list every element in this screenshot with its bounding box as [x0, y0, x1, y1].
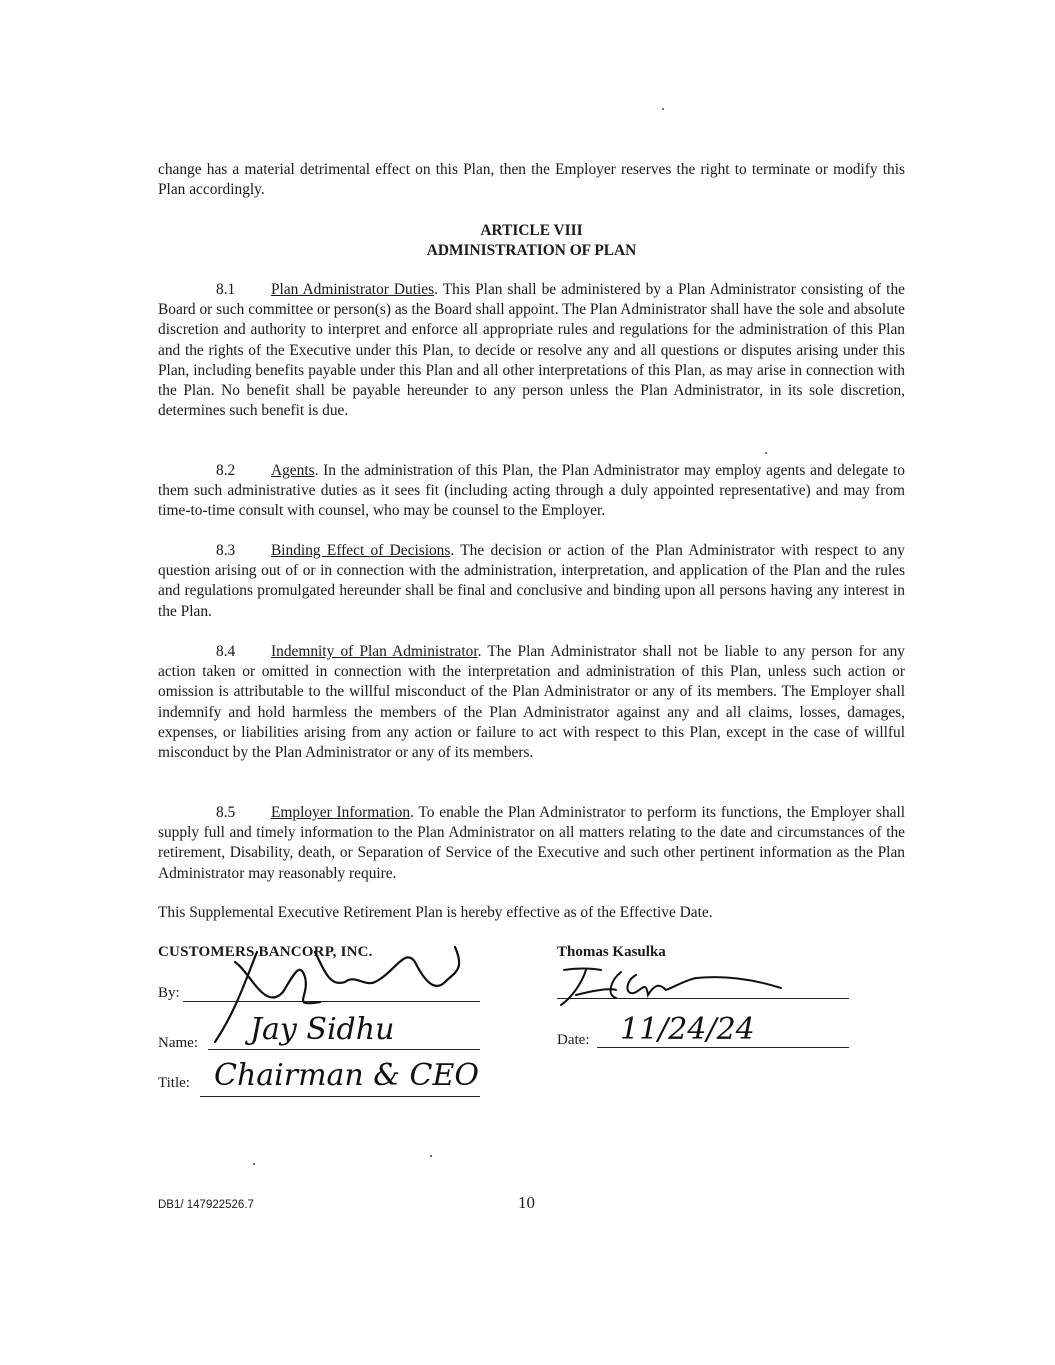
- company-name: CUSTOMERS BANCORP, INC.: [158, 944, 373, 960]
- section-text: The decision or action of the Plan Administrator with respect to any question arising out of or in connection with the administration, interpretation, and application of the Plan and the rules and regulations promulgated hereunder shall be final and conclusive and binding upon all persons having any interest in the Plan.: [158, 542, 905, 620]
- section-8-1: 8.1 Plan Administrator Duties. This Plan shall be administered by a Plan Administrator consisting of the Board or such committee or person(s) as the Board shall appoint. The Plan Administrator shall have the sole and absolute discretion and authority to interpret and enforce all appropriate rules and regulations for the administration of this Plan and the rights of the Executive under this Plan, to decide or resolve any and all questions or disputes arising under this Plan, including benefits payable under this Plan and all other interpretations of this Plan, as may arise in connection with the Plan. No benefit shall be payable hereunder to any person unless the Plan Administrator, in its sole discretion, determines such benefit is due.: [158, 281, 905, 420]
- intro-paragraph: change has a material detrimental effect on this Plan, then the Employer reserves the right to terminate or modify this Plan accordingly.: [158, 161, 905, 199]
- title-line: [200, 1096, 480, 1097]
- document-id: DB1/ 147922526.7: [158, 1199, 254, 1211]
- article-title: ADMINISTRATION OF PLAN: [426, 242, 637, 259]
- name-line: [208, 1049, 480, 1050]
- section-number: 8.2: [216, 462, 236, 479]
- scan-speck: [662, 108, 664, 110]
- section-heading: Binding Effect of Decisions: [271, 542, 451, 559]
- scan-speck: [430, 1155, 432, 1157]
- section-8-2: 8.2 Agents. In the administration of this Plan, the Plan Administrator may employ agents and delegate to them such administrative duties as it sees fit (including acting through a duly appointed representative) and may from time-to-time consult with counsel, who may be counsel to the Employer.: [158, 462, 905, 520]
- executive-name: Thomas Kasulka: [557, 944, 666, 960]
- date-line: [597, 1047, 849, 1048]
- date-label: Date:: [557, 1032, 590, 1048]
- section-heading: Employer Information: [271, 804, 411, 821]
- section-number: 8.1: [216, 281, 236, 298]
- by-label: By:: [158, 985, 180, 1001]
- name-label: Name:: [158, 1035, 198, 1051]
- section-number: 8.4: [216, 643, 236, 660]
- section-text: The Plan Administrator shall not be liable to any person for any action taken or omitted in connection with the interpretation and administration of this Plan, unless such action or omission is attributable to the willful misconduct of the Plan Administrator or any of its members. The Employer shall indemnify and hold harmless the members of the Plan Administrator against any and all claims, losses, damages, expenses, or liabilities arising from any action or failure to act with respect to this Plan, except in the case of willful misconduct by the Plan Administrator or any of its members.: [158, 643, 905, 762]
- effective-statement: This Supplemental Executive Retirement Plan is hereby effective as of the Effective Date.: [158, 904, 713, 921]
- section-8-5: 8.5 Employer Information. To enable the Plan Administrator to perform its functions, the Employer shall supply full and timely information to the Plan Administrator on all matters relating to the date and circumstances of the retirement, Disability, death, or Separation of Service of the Executive and such other pertinent information as the Plan Administrator may reasonably require.: [158, 804, 905, 882]
- scan-speck: [765, 452, 767, 454]
- section-heading: Indemnity of Plan Administrator: [271, 643, 478, 660]
- section-number: 8.3: [216, 542, 236, 559]
- section-8-3: 8.3 Binding Effect of Decisions. The decision or action of the Plan Administrator with respect to any question arising out of or in connection with the administration, interpretation, and application of the Plan and the rules and regulations promulgated hereunder shall be final and conclusive and binding upon all persons having any interest in the Plan.: [158, 542, 905, 620]
- handwritten-title: Chairman & CEO: [214, 1058, 479, 1093]
- section-heading: Plan Administrator Duties: [271, 281, 435, 298]
- handwritten-name: Jay Sidhu: [250, 1012, 395, 1047]
- section-text: To enable the Plan Administrator to perform its functions, the Employer shall supply full and timely information to the Plan Administrator on all matters relating to the date and circumstances of the retirement, Disability, death, or Separation of Service of the Executive and such other pertinent information as the Plan Administrator may reasonably require.: [158, 804, 905, 882]
- section-number: 8.5: [216, 804, 236, 821]
- title-label: Title:: [158, 1075, 190, 1091]
- scan-speck: [253, 1163, 255, 1165]
- section-8-4: 8.4 Indemnity of Plan Administrator. The Plan Administrator shall not be liable to any person for any action taken or omitted in connection with the interpretation and administration of this Plan, unless such action or omission is attributable to the willful misconduct of the Plan Administrator or any of its members. The Employer shall indemnify and hold harmless the members of the Plan Administrator against any and all claims, losses, damages, expenses, or liabilities arising from any action or failure to act with respect to this Plan, except in the case of willful misconduct by the Plan Administrator or any of its members.: [158, 643, 905, 762]
- section-heading: Agents: [271, 462, 315, 479]
- page-number: 10: [518, 1193, 535, 1212]
- handwritten-date: 11/24/24: [620, 1012, 755, 1047]
- section-text: In the administration of this Plan, the Plan Administrator may employ agents and delegate to them such administrative duties as it sees fit (including acting through a duly appointed representative) and may from time-to-time consult with counsel, who may be counsel to the Employer.: [158, 462, 905, 520]
- section-text: This Plan shall be administered by a Plan Administrator consisting of the Board or such committee or person(s) as the Board shall appoint. The Plan Administrator shall have the sole and absolute discretion and authority to interpret and enforce all appropriate rules and regulations for the administration of this Plan and the rights of the Executive under this Plan, to decide or resolve any and all questions or disputes arising under this Plan, including benefits payable under this Plan and all other interpretations of this Plan, as may arise in connection with the Plan. No benefit shall be payable hereunder to any person unless the Plan Administrator, in its sole discretion, determines such benefit is due.: [158, 281, 905, 420]
- article-number: ARTICLE VIII: [480, 222, 583, 239]
- executive-signature-mark: [556, 960, 786, 1010]
